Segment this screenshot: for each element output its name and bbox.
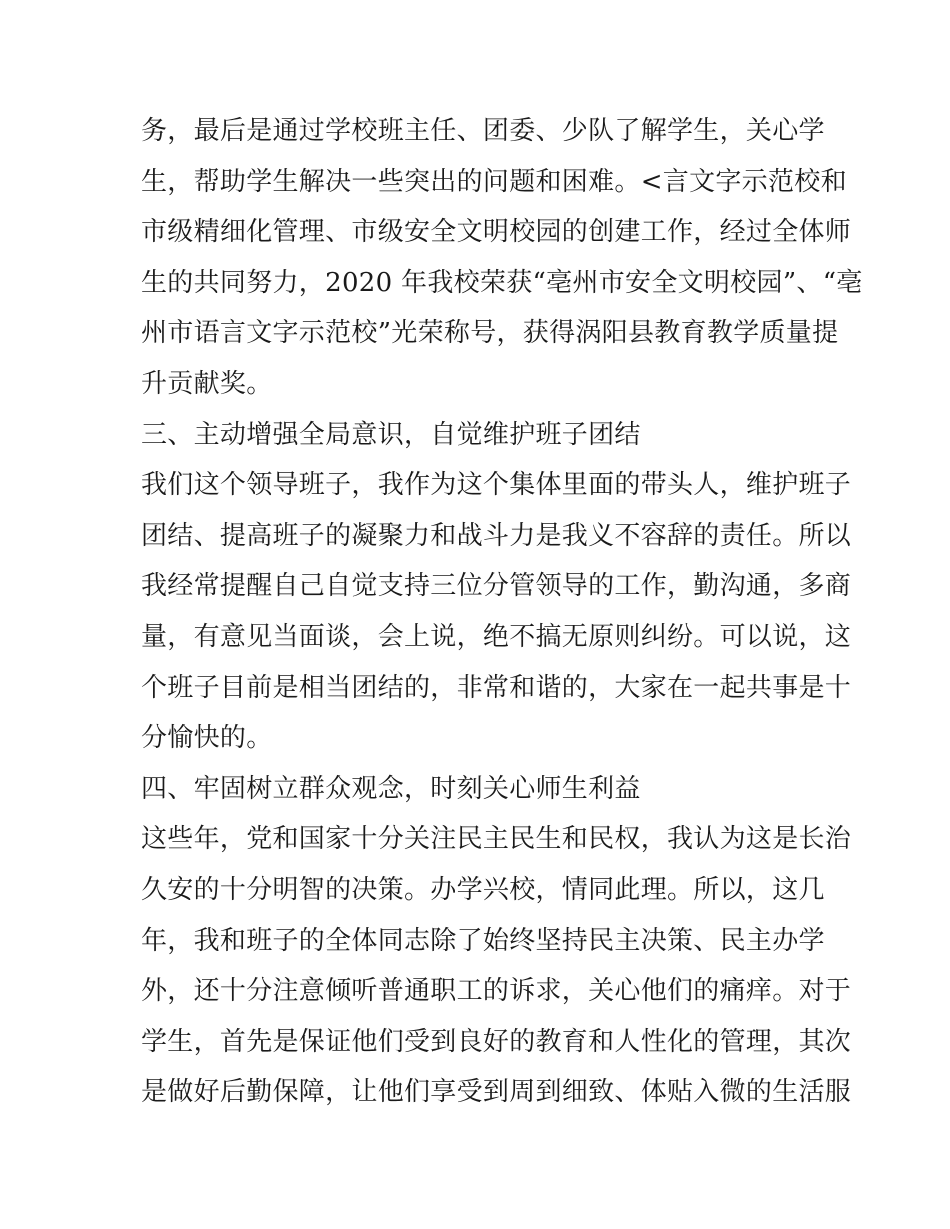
text-line: 我经常提醒自己自觉支持三位分管领导的工作，勤沟通，多商 [141, 571, 852, 602]
text-line: 年，我和班子的全体同志除了始终坚持民主决策、民主办学 [141, 925, 825, 956]
text-line: 个班子目前是相当团结的，非常和谐的，大家在一起共事是十 [141, 672, 852, 703]
text-line: 升贡献奖。 [141, 368, 273, 399]
text-line: 生的共同努力，2020 年我校荣获“亳州市安全文明校园”、“亳 [141, 267, 863, 298]
text-line: 团结、提高班子的凝聚力和战斗力是我义不容辞的责任。所以 [141, 520, 852, 551]
text-line: 是做好后勤保障，让他们享受到周到细致、体贴入微的生活服 [141, 1077, 852, 1108]
text-line: 久安的十分明智的决策。办学兴校，情同此理。所以，这几 [141, 874, 825, 905]
text-line: 学生，首先是保证他们受到良好的教育和人性化的管理，其次 [141, 1026, 852, 1057]
text-line: 我们这个领导班子，我作为这个集体里面的带头人，维护班子 [141, 470, 852, 501]
text-line: 生，帮助学生解决一些突出的问题和困难。<言文字示范校和 [141, 166, 847, 197]
text-line: 州市语言文字示范校”光荣称号，获得涡阳县教育教学质量提 [141, 318, 839, 349]
text-line: 这些年，党和国家十分关注民主民生和民权，我认为这是长治 [141, 824, 852, 855]
text-line: 分愉快的。 [141, 723, 273, 754]
text-line: 量，有意见当面谈，会上说，绝不搞无原则纠纷。可以说，这 [141, 621, 852, 652]
text-line: 外，还十分注意倾听普通职工的诉求，关心他们的痛痒。对于 [141, 976, 852, 1007]
body-text [141, 106, 863, 1118]
section-heading: 三、主动增强全局意识，自觉维护班子团结 [141, 419, 641, 450]
section-heading: 四、牢固树立群众观念，时刻关心师生利益 [141, 773, 641, 804]
text-line: 务，最后是通过学校班主任、团委、少队了解学生，关心学 [141, 116, 825, 146]
text-line: 市级精细化管理、市级安全文明校园的创建工作，经过全体师 [141, 217, 852, 248]
